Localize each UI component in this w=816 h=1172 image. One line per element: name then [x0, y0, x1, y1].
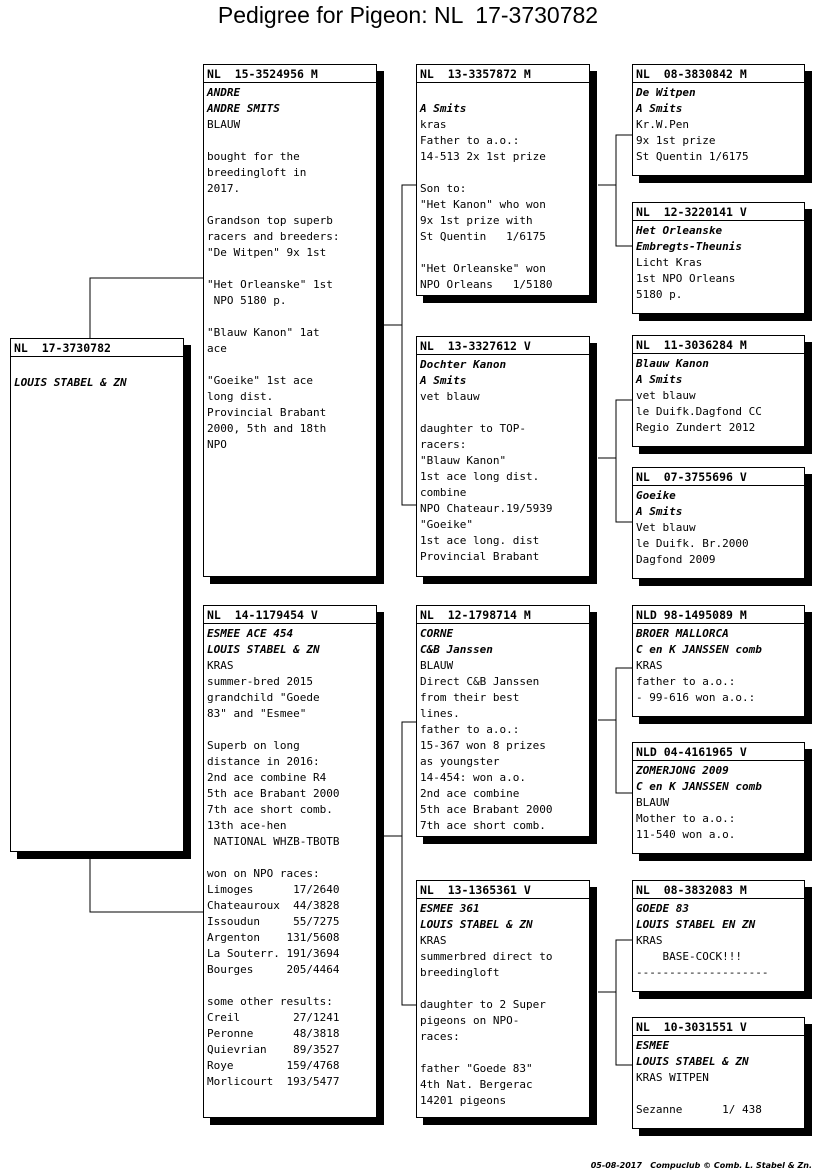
- note-line: Regio Zundert 2012: [636, 421, 756, 434]
- note-line: 11-540 won a.o.: [636, 828, 736, 841]
- note-line: [207, 357, 373, 373]
- pigeon-name: ESMEE ACE 454: [207, 627, 294, 640]
- note-line: - 99-616 won a.o.:: [636, 691, 756, 704]
- pigeon-notes: [636, 763, 801, 843]
- note-line: NPO Chateaur.19/5939: [420, 502, 553, 515]
- pigeon-name: ESMEE 361: [420, 902, 480, 915]
- note-line: Quievrian 89/3527: [207, 1043, 340, 1056]
- note-line: Licht Kras: [636, 256, 703, 269]
- ring-number: NL 07-3755696 V: [633, 469, 804, 486]
- page-title: Pedigree for Pigeon: NL 17-3730782: [217, 2, 599, 28]
- note-line: 7th ace short comb.: [420, 819, 546, 832]
- note-line: racers and breeders:: [207, 230, 340, 243]
- breeder-name: LOUIS STABEL EN ZN: [636, 918, 756, 931]
- breeder-name: C en K JANSSEN comb: [636, 780, 762, 793]
- note-line: [207, 261, 373, 277]
- breeder-name: A Smits: [636, 373, 683, 386]
- pigeon-notes: [207, 626, 373, 1090]
- note-line: Provincial Brabant: [207, 406, 327, 419]
- dss-card: [632, 605, 805, 717]
- note-line: father to a.o.:: [636, 675, 736, 688]
- pigeon-notes: [636, 626, 801, 706]
- note-line: Mother to a.o.:: [636, 812, 736, 825]
- ring-number: NL 10-3031551 V: [633, 1019, 804, 1036]
- dam-card: [203, 605, 377, 1118]
- note-line: St Quentin 1/6175: [420, 230, 546, 243]
- note-line: Peronne 48/3818: [207, 1027, 340, 1040]
- breeder-name: A Smits: [420, 102, 467, 115]
- breeder-name: A Smits: [636, 505, 683, 518]
- note-line: Vet blauw: [636, 521, 696, 534]
- note-line: 15-367 won 8 prizes: [420, 739, 546, 752]
- note-line: NPO: [207, 438, 227, 451]
- breeder-name: C&B Janssen: [420, 643, 493, 656]
- note-line: racers:: [420, 438, 467, 451]
- sire-dam-card: [416, 336, 590, 577]
- note-line: "Het Kanon" who won: [420, 198, 546, 211]
- note-line: [420, 245, 586, 261]
- note-line: "Blauw Kanon": [420, 454, 507, 467]
- footer-credit: 05-08-2017 Compuclub © Comb. L. Stabel & Zn.: [590, 1161, 812, 1170]
- note-line: combine: [420, 486, 467, 499]
- note-line: as youngster: [420, 755, 500, 768]
- note-line: summerbred direct to: [420, 950, 553, 963]
- sire-sire-card: [416, 64, 590, 296]
- note-line: BLAUW: [636, 796, 670, 809]
- note-line: 4th Nat. Bergerac: [420, 1078, 533, 1091]
- note-line: from their best: [420, 691, 520, 704]
- pigeon-name: ESMEE: [636, 1039, 670, 1052]
- note-line: pigeons on NPO-: [420, 1014, 520, 1027]
- pigeon-notes: [636, 488, 801, 568]
- note-line: 2nd ace combine: [420, 787, 520, 800]
- note-line: vet blauw: [420, 390, 480, 403]
- note-line: NPO Orleans 1/5180: [420, 278, 553, 291]
- ring-number: NL 11-3036284 M: [633, 337, 804, 354]
- pigeon-notes: [420, 357, 586, 565]
- note-line: Argenton 131/5608: [207, 931, 340, 944]
- note-line: father "Goede 83": [420, 1062, 533, 1075]
- note-line: BLAUW: [207, 118, 241, 131]
- note-line: won on NPO races:: [207, 867, 320, 880]
- note-line: Son to:: [420, 182, 467, 195]
- note-line: father to a.o.:: [420, 723, 520, 736]
- ring-number: NL 08-3830842 M: [633, 66, 804, 83]
- note-line: summer-bred 2015: [207, 675, 313, 688]
- note-line: Issoudun 55/7275: [207, 915, 340, 928]
- note-line: Direct C&B Janssen: [420, 675, 540, 688]
- note-line: St Quentin 1/6175: [636, 150, 749, 163]
- note-line: [420, 165, 586, 181]
- note-line: Creil 27/1241: [207, 1011, 340, 1024]
- note-line: [207, 978, 373, 994]
- dam-dam-card: [416, 880, 590, 1118]
- note-line: "Het Orleanske" won: [420, 262, 546, 275]
- note-line: BASE-COCK!!!: [636, 950, 742, 963]
- note-line: breedingloft in: [207, 166, 307, 179]
- sss-card: [632, 64, 805, 176]
- note-line: 14201 pigeons: [420, 1094, 507, 1107]
- dsd-card: [632, 742, 805, 854]
- note-line: Provincial Brabant: [420, 550, 540, 563]
- note-line: --------------------: [636, 966, 769, 979]
- note-line: some other results:: [207, 995, 333, 1008]
- note-line: kras: [420, 118, 447, 131]
- note-line: 13th ace-hen: [207, 819, 287, 832]
- note-line: BLAUW: [420, 659, 454, 672]
- pigeon-notes: [420, 901, 586, 1109]
- note-line: 2000, 5th and 18th: [207, 422, 327, 435]
- note-line: La Souterr. 191/3694: [207, 947, 340, 960]
- note-line: lines.: [420, 707, 460, 720]
- note-line: 9x 1st prize with: [420, 214, 533, 227]
- note-line: KRAS: [207, 659, 234, 672]
- breeder-name: A Smits: [420, 374, 467, 387]
- note-line: ace: [207, 342, 227, 355]
- pigeon-name: ZOMERJONG 2009: [636, 764, 729, 777]
- note-line: Roye 159/4768: [207, 1059, 340, 1072]
- note-line: 1st ace long dist.: [420, 470, 540, 483]
- note-line: grandchild "Goede: [207, 691, 320, 704]
- pigeon-name: GOEDE 83: [636, 902, 689, 915]
- note-line: 1st ace long. dist: [420, 534, 540, 547]
- note-line: [207, 309, 373, 325]
- note-line: [207, 197, 373, 213]
- pigeon-notes: [636, 85, 801, 165]
- subject-card: [10, 338, 184, 852]
- note-line: daughter to TOP-: [420, 422, 526, 435]
- breeder-name: ANDRE SMITS: [207, 102, 280, 115]
- sire-card: [203, 64, 377, 577]
- pigeon-notes: [420, 626, 586, 834]
- ring-number: NL 15-3524956 M: [204, 66, 376, 83]
- sdd-card: [632, 467, 805, 579]
- note-line: "Blauw Kanon" 1at: [207, 326, 320, 339]
- note-line: 5th ace Brabant 2000: [420, 803, 553, 816]
- ring-number: NL 13-3357872 M: [417, 66, 589, 83]
- ring-number: NLD 04-4161965 V: [633, 744, 804, 761]
- pigeon-name: Blauw Kanon: [636, 357, 709, 370]
- note-line: KRAS WITPEN: [636, 1071, 709, 1084]
- sds-card: [632, 335, 805, 447]
- ring-number: NL 17-3730782: [11, 340, 183, 357]
- note-line: Morlicourt 193/5477: [207, 1075, 340, 1088]
- note-line: distance in 2016:: [207, 755, 320, 768]
- note-line: [420, 405, 586, 421]
- pigeon-name: CORNE: [420, 627, 454, 640]
- note-line: [207, 722, 373, 738]
- note-line: 14-513 2x 1st prize: [420, 150, 546, 163]
- note-line: long dist.: [207, 390, 274, 403]
- note-line: Chateauroux 44/3828: [207, 899, 340, 912]
- note-line: le Duifk. Br.2000: [636, 537, 749, 550]
- note-line: [636, 1086, 801, 1102]
- ring-number: NL 13-3327612 V: [417, 338, 589, 355]
- breeder-name: A Smits: [636, 102, 683, 115]
- note-line: NPO 5180 p.: [207, 294, 287, 307]
- breeder-name: LOUIS STABEL & ZN: [207, 643, 320, 656]
- pigeon-name: LOUIS STABEL & ZN: [14, 376, 127, 389]
- pigeon-name: Dochter Kanon: [420, 358, 507, 371]
- note-line: bought for the: [207, 150, 300, 163]
- ring-number: NL 12-3220141 V: [633, 204, 804, 221]
- note-line: KRAS: [636, 934, 663, 947]
- note-line: "Het Orleanske" 1st: [207, 278, 333, 291]
- breeder-name: C en K JANSSEN comb: [636, 643, 762, 656]
- note-line: 7th ace short comb.: [207, 803, 333, 816]
- note-line: 9x 1st prize: [636, 134, 716, 147]
- pigeon-notes: [636, 1038, 801, 1118]
- pigeon-name: De Witpen: [636, 86, 696, 99]
- pigeon-name: [420, 85, 586, 101]
- breeder-name: LOUIS STABEL & ZN: [420, 918, 533, 931]
- pigeon-notes: [207, 85, 373, 453]
- note-line: breedingloft: [420, 966, 500, 979]
- note-line: races:: [420, 1030, 460, 1043]
- note-line: Grandson top superb: [207, 214, 333, 227]
- pigeon-notes: [636, 901, 801, 981]
- breeder-name: LOUIS STABEL & ZN: [636, 1055, 749, 1068]
- ring-number: NL 12-1798714 M: [417, 607, 589, 624]
- ssd-card: [632, 202, 805, 314]
- note-line: NATIONAL WHZB-TBOTB: [207, 835, 340, 848]
- note-line: "De Witpen" 9x 1st: [207, 246, 327, 259]
- note-line: Father to a.o.:: [420, 134, 520, 147]
- note-line: Bourges 205/4464: [207, 963, 340, 976]
- note-line: Superb on long: [207, 739, 300, 752]
- note-line: [207, 133, 373, 149]
- pigeon-name: Het Orleanske: [636, 224, 723, 237]
- note-line: [420, 981, 586, 997]
- ring-number: NL 14-1179454 V: [204, 607, 376, 624]
- dam-sire-card: [416, 605, 590, 837]
- note-line: daughter to 2 Super: [420, 998, 546, 1011]
- pigeon-notes: [636, 356, 801, 436]
- note-line: [420, 1045, 586, 1061]
- pigeon-name: Goeike: [636, 489, 676, 502]
- ring-number: NLD 98-1495089 M: [633, 607, 804, 624]
- note-line: le Duifk.Dagfond CC: [636, 405, 762, 418]
- note-line: "Goeike": [420, 518, 473, 531]
- breeder-name: Embregts-Theunis: [636, 240, 742, 253]
- note-line: 2nd ace combine R4: [207, 771, 327, 784]
- pigeon-name: ANDRE: [207, 86, 241, 99]
- note-line: vet blauw: [636, 389, 696, 402]
- ring-number: NL 13-1365361 V: [417, 882, 589, 899]
- note-line: 5180 p.: [636, 288, 683, 301]
- note-line: 1st NPO Orleans: [636, 272, 736, 285]
- note-line: 14-454: won a.o.: [420, 771, 526, 784]
- note-line: KRAS: [420, 934, 447, 947]
- note-line: 83" and "Esmee": [207, 707, 307, 720]
- note-line: Kr.W.Pen: [636, 118, 689, 131]
- pigeon-name: BROER MALLORCA: [636, 627, 729, 640]
- pigeon-notes: [636, 223, 801, 303]
- pigeon-notes: [420, 85, 586, 293]
- note-line: Limoges 17/2640: [207, 883, 340, 896]
- note-line: Sezanne 1/ 438: [636, 1103, 762, 1116]
- note-line: "Goeike" 1st ace: [207, 374, 313, 387]
- note-line: [207, 850, 373, 866]
- note-line: 2017.: [207, 182, 241, 195]
- dds-card: [632, 880, 805, 992]
- ring-number: NL 08-3832083 M: [633, 882, 804, 899]
- ddd-card: [632, 1017, 805, 1129]
- note-line: Dagfond 2009: [636, 553, 716, 566]
- note-line: KRAS: [636, 659, 663, 672]
- note-line: 5th ace Brabant 2000: [207, 787, 340, 800]
